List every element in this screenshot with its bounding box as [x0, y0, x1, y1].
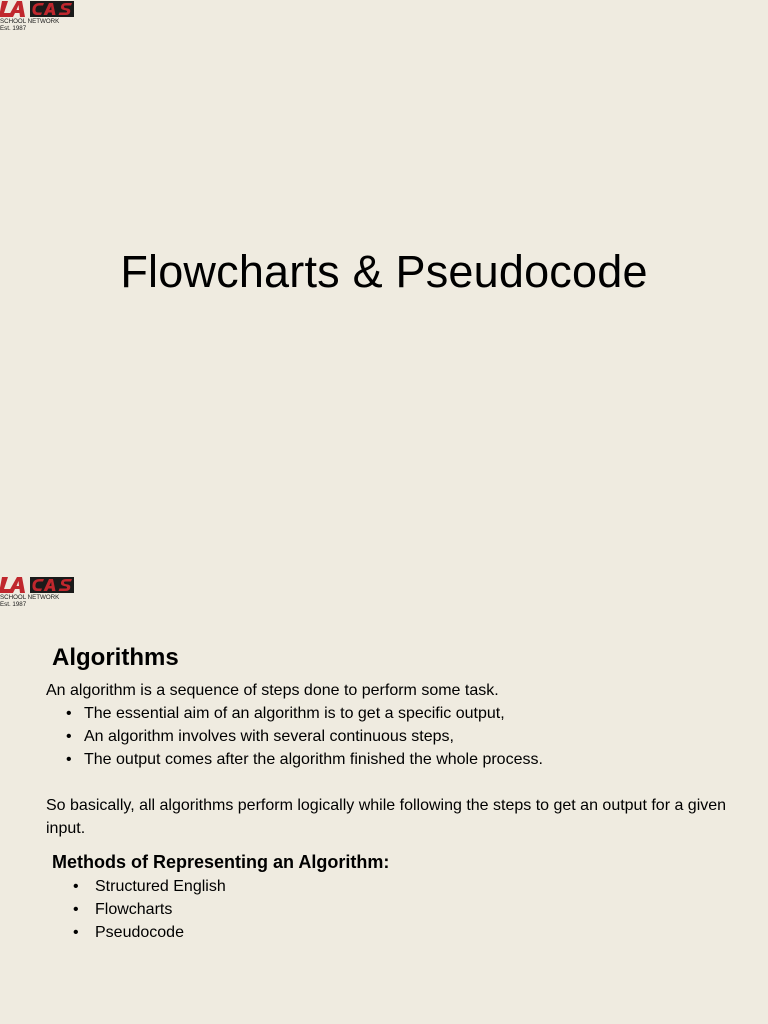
page-title: Flowcharts & Pseudocode — [120, 246, 648, 297]
list-item — [73, 898, 226, 921]
list-item-text: Flowcharts — [95, 901, 173, 918]
list-item — [66, 702, 543, 725]
bullet-icon: • — [73, 878, 79, 895]
list-item-text: An algorithm involves with several continuous steps, — [84, 728, 454, 745]
list-item-text: Structured English — [95, 878, 226, 895]
lacas-logo-mark — [0, 576, 78, 610]
bullet-icon: • — [66, 728, 72, 745]
list-item — [73, 875, 226, 898]
logo-tagline: SCHOOL NETWORK — [0, 594, 60, 601]
lacas-logo — [0, 0, 78, 34]
methods-heading: Methods of Representing an Algorithm: — [52, 852, 390, 872]
logo-tagline: SCHOOL NETWORK — [0, 18, 60, 25]
lacas-logo-mark — [0, 0, 78, 34]
points-list — [66, 702, 543, 771]
section-heading: Algorithms — [52, 644, 179, 671]
list-item — [73, 921, 226, 944]
list-item-text: The output comes after the algorithm finished the whole process. — [84, 751, 543, 768]
list-item — [66, 748, 543, 771]
bullet-icon: • — [66, 751, 72, 768]
summary-paragraph: So basically, all algorithms perform logically while following the steps to get an output for a given input. — [46, 797, 727, 837]
list-item — [66, 725, 543, 748]
list-item-text: The essential aim of an algorithm is to get a specific output, — [84, 705, 505, 722]
list-item-text: Pseudocode — [95, 924, 184, 941]
algorithms-slide — [0, 576, 768, 1024]
logo-est: Est. 1987 — [0, 25, 27, 32]
bullet-icon: • — [66, 705, 72, 722]
bullet-icon: • — [73, 901, 79, 918]
methods-list — [73, 875, 226, 944]
logo-est: Est. 1987 — [0, 601, 27, 608]
bullet-icon: • — [73, 924, 79, 941]
intro-paragraph: An algorithm is a sequence of steps done to perform some task. — [46, 682, 499, 699]
lacas-logo — [0, 576, 78, 610]
